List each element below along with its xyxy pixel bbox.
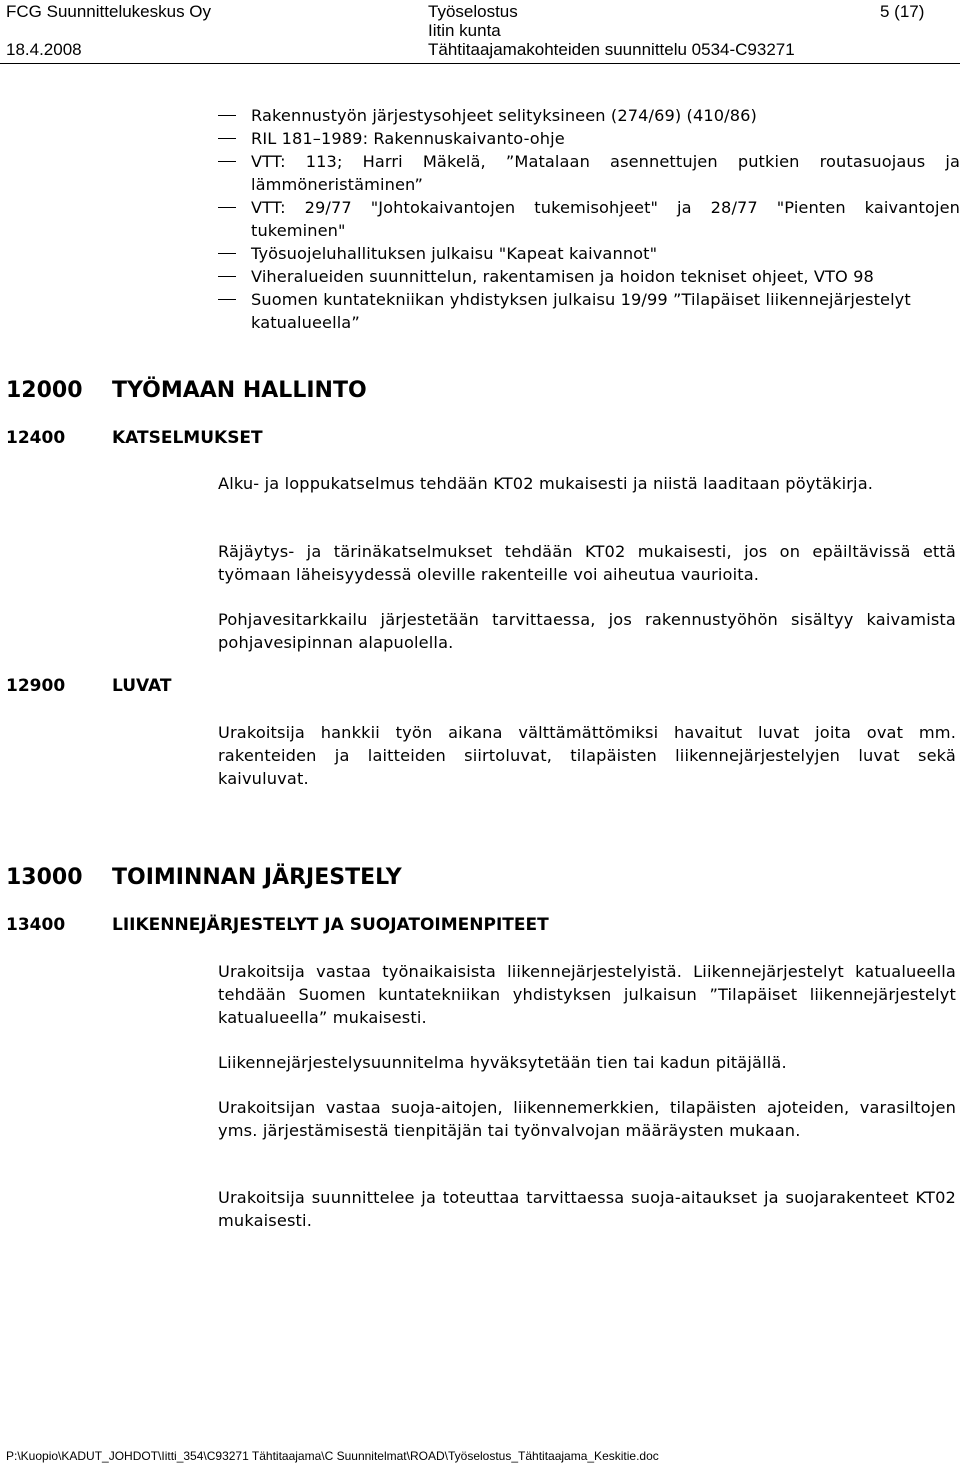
list-item: Viheralueiden suunnittelun, rakentamisen ja hoidon tekniset ohjeet, VTO 98 xyxy=(218,265,960,288)
page-number: 5 (17) xyxy=(880,2,925,21)
section-title-12000: TYÖMAAN HALLINTO xyxy=(112,378,367,403)
section-title-12900: LUVAT xyxy=(112,676,172,696)
file-path: P:\Kuopio\KADUT_JOHDOT\Iitti_354\C93271 Tähtitaajama\C Suunnitelmat\ROAD\Työselostus_Tähtitaajama_Keskitie.doc xyxy=(6,1449,659,1463)
reference-list xyxy=(218,104,960,334)
paragraph: Urakoitsija vastaa työnaikaisista liikennejärjestelyistä. Liikennejärjestelyt katualueella tehdään Suomen kuntatekniikan yhdistyksen julkaisun ”Tilapäiset liikennejärjestelyt katualueella” mukaisesti. xyxy=(218,962,956,1027)
section-number-12900: 12900 xyxy=(6,676,66,696)
dash-icon xyxy=(218,253,236,254)
paragraph: Alku- ja loppukatselmus tehdään KT02 mukaisesti ja niistä laaditaan pöytäkirja. xyxy=(218,474,874,493)
section-number-13000: 13000 xyxy=(6,865,83,890)
dash-icon xyxy=(218,115,236,116)
section-title-12400: KATSELMUKSET xyxy=(112,428,263,448)
dash-icon xyxy=(218,299,236,300)
section-title-13000: TOIMINNAN JÄRJESTELY xyxy=(112,865,402,890)
list-item: Suomen kuntatekniikan yhdistyksen julkaisu 19/99 ”Tilapäiset liikennejärjestelyt katualueella” xyxy=(218,288,960,334)
paragraph: Urakoitsija suunnittelee ja toteuttaa tarvittaessa suoja-aitaukset ja suojarakenteet KT02 mukaisesti. xyxy=(218,1188,956,1230)
list-item: Työsuojeluhallituksen julkaisu "Kapeat kaivannot" xyxy=(218,242,960,265)
dash-icon xyxy=(218,276,236,277)
dash-icon xyxy=(218,138,236,139)
section-number-12000: 12000 xyxy=(6,378,83,403)
list-item: VTT: 29/77 "Johtokaivantojen tukemisohjeet" ja 28/77 "Pienten kaivantojen tukeminen" xyxy=(218,196,960,242)
dash-icon xyxy=(218,207,236,208)
paragraph: Urakoitsijan vastaa suoja-aitojen, liikennemerkkien, tilapäisten ajoteiden, varasiltojen yms. järjestämisestä tienpitäjän tai työnvalvojan määräysten mukaan. xyxy=(218,1098,956,1140)
client-name: Iitin kunta xyxy=(428,21,501,40)
paragraph: Pohjavesitarkkailu järjestetään tarvittaessa, jos rakennustyöhön sisältyy kaivamista pohjavesipinnan alapuolella. xyxy=(218,610,956,652)
paragraph: Räjäytys- ja tärinäkatselmukset tehdään KT02 mukaisesti, jos on epäiltävissä että työmaan läheisyydessä oleville rakenteille voi aiheutua vaurioita. xyxy=(218,542,956,584)
header-rule xyxy=(0,63,960,64)
section-number-12400: 12400 xyxy=(6,428,66,448)
document-type: Työselostus xyxy=(428,2,518,21)
document-date: 18.4.2008 xyxy=(6,40,82,59)
list-item: VTT: 113; Harri Mäkelä, ”Matalaan asennettujen putkien routasuojaus ja lämmöneristäminen” xyxy=(218,150,960,196)
list-item: Rakennustyön järjestysohjeet selityksineen (274/69) (410/86) xyxy=(218,104,960,127)
paragraph: Liikennejärjestelysuunnitelma hyväksytetään tien tai kadun pitäjällä. xyxy=(218,1053,787,1072)
list-item: RIL 181–1989: Rakennuskaivanto-ohje xyxy=(218,127,960,150)
paragraph: Urakoitsija hankkii työn aikana välttämättömiksi havaitut luvat joita ovat mm. rakenteiden ja laitteiden siirtoluvat, tilapäisten liikennejärjestelyjen luvat sekä kaivuluvat. xyxy=(218,723,956,788)
project-name: Tähtitaajamakohteiden suunnittelu 0534-C93271 xyxy=(428,40,795,59)
dash-icon xyxy=(218,161,236,162)
section-number-13400: 13400 xyxy=(6,915,66,935)
company-name: FCG Suunnittelukeskus Oy xyxy=(6,2,212,21)
section-title-13400: LIIKENNEJÄRJESTELYT JA SUOJATOIMENPITEET xyxy=(112,915,549,935)
